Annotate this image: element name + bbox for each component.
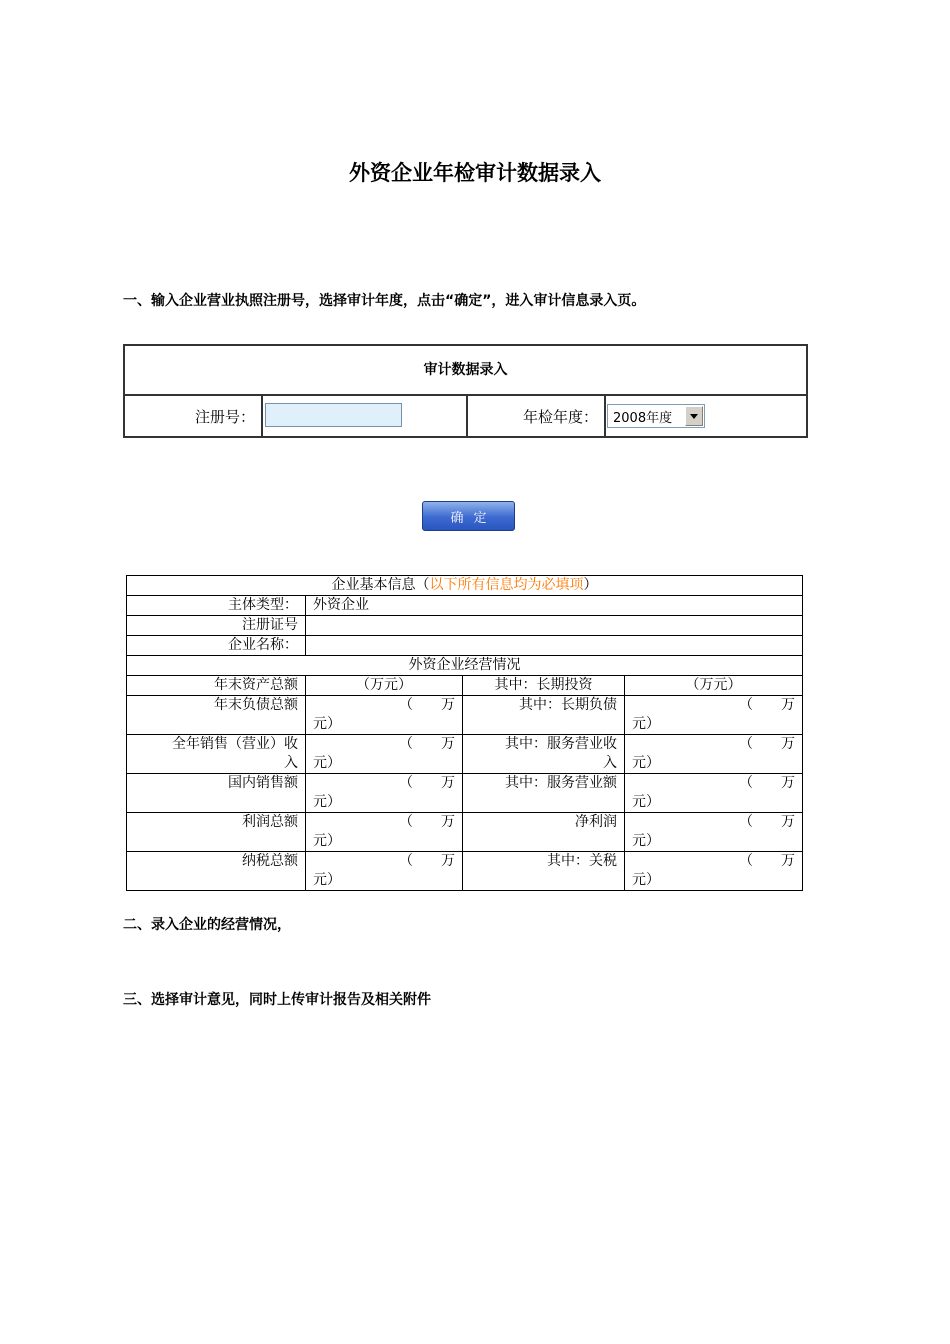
chevron-down-icon[interactable] (685, 406, 703, 426)
long-term-investment-label: 其中：长期投资 (463, 676, 625, 696)
table-row (127, 813, 803, 852)
reg-input-cell (263, 396, 468, 436)
confirm-button[interactable]: 确定 (422, 501, 515, 531)
net-profit-value[interactable] (625, 813, 803, 852)
table-row (127, 596, 803, 616)
required-note: 以下所有信息均为必填项 (429, 577, 584, 593)
table-row (127, 636, 803, 656)
table-row (127, 676, 803, 696)
unit-paren: （ (739, 853, 753, 869)
inspection-year-select[interactable] (607, 404, 705, 428)
unit-paren: （ (739, 697, 753, 713)
total-profit-value[interactable] (306, 813, 463, 852)
total-liabilities-label: 年末负债总额 (127, 696, 306, 735)
unit-end: 元） (632, 755, 660, 771)
unit-wan: 万 (781, 697, 795, 713)
service-revenue-label-line2: 入 (603, 755, 617, 771)
unit-end: 元） (632, 794, 660, 810)
unit-end: 元） (313, 794, 341, 810)
annual-sales-label-line2: 入 (284, 755, 298, 771)
operations-header: 外资企业经营情况 (127, 656, 803, 676)
table-row (127, 576, 803, 596)
unit-wan: 万 (441, 736, 455, 752)
reg-number-input[interactable] (265, 403, 402, 427)
net-profit-label: 净利润 (463, 813, 625, 852)
unit-end: 元） (313, 872, 341, 888)
audit-entry-form (123, 344, 808, 438)
reg-cert-value[interactable] (306, 616, 803, 636)
year-select-cell (606, 396, 806, 436)
long-term-investment-value[interactable]: （万元） (625, 676, 803, 696)
unit-end: 元） (313, 833, 341, 849)
table-row (127, 696, 803, 735)
reg-label-cell (125, 396, 263, 436)
total-assets-value[interactable]: （万元） (306, 676, 463, 696)
unit-end: 元） (313, 755, 341, 771)
unit-wan: 万 (441, 775, 455, 791)
table-row (127, 735, 803, 774)
unit-paren: （ (399, 775, 413, 791)
step-two-text: 二、录入企业的经营情况， (123, 917, 291, 933)
basic-info-title: 企业基本信息（ (331, 577, 430, 593)
step-three-text: 三、选择审计意见，同时上传审计报告及相关附件 (123, 992, 431, 1008)
service-revenue-label (463, 735, 625, 774)
unit-wan: 万 (441, 814, 455, 830)
domestic-sales-label: 国内销售额 (127, 774, 306, 813)
table-row (127, 616, 803, 636)
annual-sales-label-line1: 全年销售（营业）收 (172, 736, 298, 752)
service-turnover-value[interactable] (625, 774, 803, 813)
table-row (127, 774, 803, 813)
long-term-liabilities-label: 其中：长期负债 (463, 696, 625, 735)
unit-end: 元） (313, 716, 341, 732)
unit-paren: （ (399, 814, 413, 830)
unit-end: 元） (632, 872, 660, 888)
table-row (127, 852, 803, 891)
total-profit-label: 利润总额 (127, 813, 306, 852)
company-name-value[interactable] (306, 636, 803, 656)
year-selected-value: 2008年度 (613, 410, 673, 426)
unit-wan: 万 (441, 697, 455, 713)
unit-paren: （ (739, 775, 753, 791)
year-label-cell (468, 396, 606, 436)
customs-duty-label: 其中：关税 (463, 852, 625, 891)
unit-paren: （ (739, 736, 753, 752)
unit-wan: 万 (781, 775, 795, 791)
long-term-liabilities-value[interactable] (625, 696, 803, 735)
unit-wan: 万 (781, 853, 795, 869)
company-name-label: 企业名称： (127, 636, 306, 656)
customs-duty-value[interactable] (625, 852, 803, 891)
entity-type-label: 主体类型： (127, 596, 306, 616)
service-revenue-value[interactable] (625, 735, 803, 774)
annual-sales-label (127, 735, 306, 774)
page-title: 外资企业年检审计数据录入 (349, 161, 601, 185)
annual-sales-value[interactable] (306, 735, 463, 774)
service-turnover-label: 其中：服务营业额 (463, 774, 625, 813)
reg-cert-label: 注册证号 (127, 616, 306, 636)
unit-paren: （ (399, 853, 413, 869)
entity-type-value[interactable]: 外资企业 (306, 596, 803, 616)
total-tax-value[interactable] (306, 852, 463, 891)
inspection-year-label: 年检年度： (522, 408, 598, 426)
form-header: 审计数据录入 (125, 346, 806, 396)
service-revenue-label-line1: 其中：服务营业收 (505, 736, 617, 752)
unit-paren: （ (739, 814, 753, 830)
total-tax-label: 纳税总额 (127, 852, 306, 891)
table-row (127, 656, 803, 676)
step-one-text: 一、输入企业营业执照注册号，选择审计年度，点击“确定”，进入审计信息录入页。 (123, 293, 646, 309)
unit-paren: （ (399, 736, 413, 752)
unit-end: 元） (632, 833, 660, 849)
basic-info-header (127, 576, 803, 596)
unit-end: 元） (632, 716, 660, 732)
basic-info-close: ） (583, 577, 598, 593)
unit-wan: 万 (781, 736, 795, 752)
unit-paren: （ (399, 697, 413, 713)
total-assets-label: 年末资产总额 (127, 676, 306, 696)
enterprise-info-table (126, 575, 803, 891)
domestic-sales-value[interactable] (306, 774, 463, 813)
total-liabilities-value[interactable] (306, 696, 463, 735)
unit-wan: 万 (441, 853, 455, 869)
reg-number-label: 注册号： (194, 408, 255, 426)
unit-wan: 万 (781, 814, 795, 830)
